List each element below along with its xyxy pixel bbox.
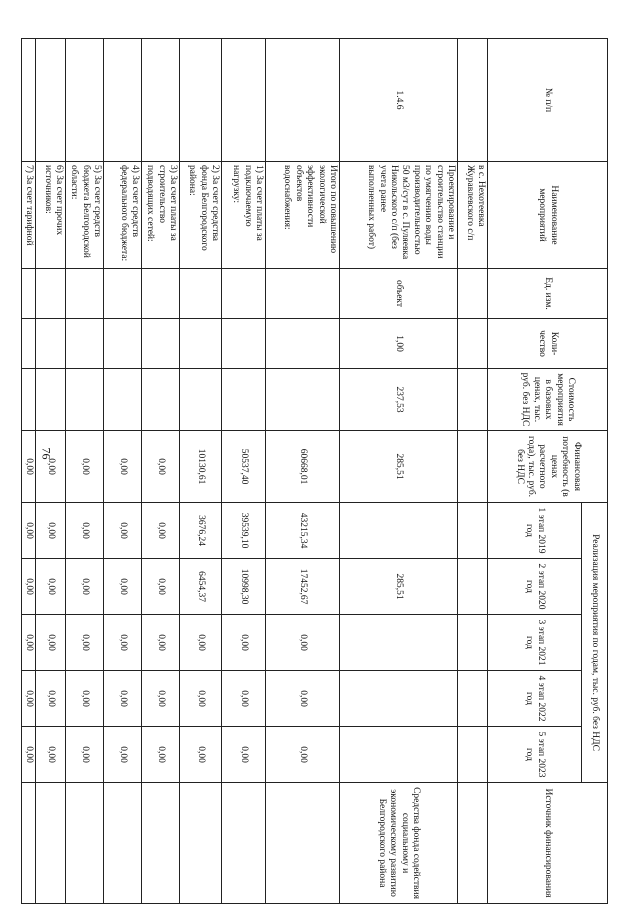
table-row bbox=[222, 39, 266, 904]
cell-need bbox=[458, 431, 488, 503]
header-stage-4: 4 этап 2022 год bbox=[488, 671, 582, 727]
cell-need: 0,00 bbox=[36, 431, 66, 503]
cell-need: 60668,01 bbox=[266, 431, 340, 503]
cell-stage-5: 0,00 bbox=[36, 727, 66, 783]
cell-stage-2: 6454,37 bbox=[180, 559, 222, 615]
cell-stage-1: 39539,10 bbox=[222, 503, 266, 559]
cell-stage-3: 0,00 bbox=[21, 615, 35, 671]
cell-need: 0,00 bbox=[21, 431, 35, 503]
cell-stage-4: 0,00 bbox=[142, 671, 180, 727]
table-row bbox=[340, 39, 458, 904]
table-row bbox=[66, 39, 104, 904]
cell-cost bbox=[222, 369, 266, 431]
cell-qty bbox=[104, 319, 142, 369]
cell-stage-4: 0,00 bbox=[21, 671, 35, 727]
header-num: № п/п bbox=[488, 39, 608, 162]
cell-unit bbox=[266, 269, 340, 319]
cell-stage-5 bbox=[458, 727, 488, 783]
cell-stage-5: 0,00 bbox=[104, 727, 142, 783]
financing-table bbox=[21, 38, 608, 904]
cell-stage-3: 0,00 bbox=[36, 615, 66, 671]
cell-name: 6) За счет прочих источников: bbox=[36, 162, 66, 269]
cell-unit bbox=[66, 269, 104, 319]
cell-stage-3: 0,00 bbox=[104, 615, 142, 671]
page-number: 76 bbox=[39, 447, 54, 460]
cell-name: 5) За счет средств бюджета Белгородской области: bbox=[66, 162, 104, 269]
cell-unit: объект bbox=[340, 269, 458, 319]
cell-source: Средства фонда содействия социальному и экономическому развитию Белгородского района bbox=[340, 783, 458, 904]
cell-stage-1: 0,00 bbox=[21, 503, 35, 559]
cell-stage-2: 0,00 bbox=[36, 559, 66, 615]
cell-qty bbox=[66, 319, 104, 369]
cell-stage-4: 0,00 bbox=[222, 671, 266, 727]
cell-need: 50537,40 bbox=[222, 431, 266, 503]
cell-num bbox=[142, 39, 180, 162]
cell-source bbox=[180, 783, 222, 904]
cell-stage-3: 0,00 bbox=[222, 615, 266, 671]
header-source: Источник финансирования bbox=[488, 783, 608, 904]
table-row bbox=[21, 39, 35, 904]
cell-need: 285,51 bbox=[340, 431, 458, 503]
cell-stage-4 bbox=[458, 671, 488, 727]
cell-stage-1: 0,00 bbox=[104, 503, 142, 559]
cell-name: 2) За счет средства фонда Белгородского района: bbox=[180, 162, 222, 269]
cell-stage-1: 0,00 bbox=[66, 503, 104, 559]
cell-source bbox=[458, 783, 488, 904]
cell-num bbox=[180, 39, 222, 162]
cell-stage-2 bbox=[458, 559, 488, 615]
cell-qty bbox=[458, 319, 488, 369]
header-unit: Ед. изм. bbox=[488, 269, 608, 319]
table-row bbox=[458, 39, 488, 904]
table-row bbox=[142, 39, 180, 904]
cell-cost bbox=[266, 369, 340, 431]
cell-source bbox=[104, 783, 142, 904]
cell-qty bbox=[21, 319, 35, 369]
cell-stage-1 bbox=[458, 503, 488, 559]
cell-num bbox=[222, 39, 266, 162]
cell-stage-5: 0,00 bbox=[21, 727, 35, 783]
cell-source bbox=[66, 783, 104, 904]
cell-cost: 237,53 bbox=[340, 369, 458, 431]
cell-cost bbox=[36, 369, 66, 431]
table-row bbox=[104, 39, 142, 904]
cell-stage-5: 0,00 bbox=[266, 727, 340, 783]
cell-stage-3: 0,00 bbox=[142, 615, 180, 671]
table-row bbox=[36, 39, 66, 904]
cell-stage-2: 0,00 bbox=[142, 559, 180, 615]
cell-stage-1: 0,00 bbox=[36, 503, 66, 559]
cell-source bbox=[36, 783, 66, 904]
header-stage-3: 3 этап 2021 год bbox=[488, 615, 582, 671]
cell-stage-4: 0,00 bbox=[266, 671, 340, 727]
cell-name: Проектирование и строительство станции по умягчению воды производительностью 50 м3/сут в с. Пуляевка Никольского с/п (без учета ранее выполненных работ) bbox=[340, 162, 458, 269]
header-stage-2: 2 этап 2020 год bbox=[488, 559, 582, 615]
header-qty: Коли-чество bbox=[488, 319, 608, 369]
cell-unit bbox=[21, 269, 35, 319]
cell-name: в с. Нехотеевка Журавлевского с/п bbox=[458, 162, 488, 269]
cell-stage-3 bbox=[340, 615, 458, 671]
cell-name: 1) За счет платы за подключаемую нагрузку: bbox=[222, 162, 266, 269]
cell-num bbox=[104, 39, 142, 162]
cell-unit bbox=[458, 269, 488, 319]
cell-stage-1: 0,00 bbox=[142, 503, 180, 559]
cell-qty bbox=[222, 319, 266, 369]
cell-stage-2: 285,51 bbox=[340, 559, 458, 615]
cell-source bbox=[142, 783, 180, 904]
cell-stage-4 bbox=[340, 671, 458, 727]
cell-source bbox=[266, 783, 340, 904]
cell-stage-3: 0,00 bbox=[266, 615, 340, 671]
cell-unit bbox=[180, 269, 222, 319]
cell-num: 1.4.6 bbox=[340, 39, 458, 162]
cell-name: Итого по повышению экологической эффективности объектов водоснабжения: bbox=[266, 162, 340, 269]
cell-name: 7) За счет тарифной bbox=[21, 162, 35, 269]
cell-source bbox=[21, 783, 35, 904]
cell-need: 0,00 bbox=[104, 431, 142, 503]
cell-stage-2: 0,00 bbox=[104, 559, 142, 615]
cell-stage-5: 0,00 bbox=[66, 727, 104, 783]
table-row bbox=[180, 39, 222, 904]
cell-qty bbox=[36, 319, 66, 369]
cell-cost bbox=[142, 369, 180, 431]
cell-num bbox=[266, 39, 340, 162]
cell-need: 10130,61 bbox=[180, 431, 222, 503]
cell-num bbox=[458, 39, 488, 162]
cell-cost bbox=[21, 369, 35, 431]
cell-stage-1 bbox=[340, 503, 458, 559]
cell-stage-2: 0,00 bbox=[66, 559, 104, 615]
cell-num bbox=[36, 39, 66, 162]
header-cost: Стоимость мероприятия в базовых ценах, тыс. руб. без НДС bbox=[488, 369, 608, 431]
table-row bbox=[266, 39, 340, 904]
cell-stage-2: 0,00 bbox=[21, 559, 35, 615]
cell-unit bbox=[36, 269, 66, 319]
cell-qty bbox=[180, 319, 222, 369]
cell-qty: 1,00 bbox=[340, 319, 458, 369]
cell-stage-4: 0,00 bbox=[66, 671, 104, 727]
cell-name: 4) За счет средств федерального бюджета: bbox=[104, 162, 142, 269]
cell-stage-4: 0,00 bbox=[36, 671, 66, 727]
cell-cost bbox=[458, 369, 488, 431]
cell-stage-5: 0,00 bbox=[222, 727, 266, 783]
header-need: Финансовая потребность (в ценах расчетного года), тыс. руб. без НДС bbox=[488, 431, 608, 503]
cell-name: 3) За счет платы за строительство подводящих сетей: bbox=[142, 162, 180, 269]
cell-cost bbox=[66, 369, 104, 431]
cell-stage-3: 0,00 bbox=[180, 615, 222, 671]
cell-stage-2: 17452,67 bbox=[266, 559, 340, 615]
cell-need: 0,00 bbox=[66, 431, 104, 503]
cell-unit bbox=[104, 269, 142, 319]
header-name: Наименование мероприятий bbox=[488, 162, 608, 269]
cell-num bbox=[66, 39, 104, 162]
header-stage-1: 1 этап 2019 год bbox=[488, 503, 582, 559]
cell-stage-5: 0,00 bbox=[180, 727, 222, 783]
cell-stage-1: 43215,34 bbox=[266, 503, 340, 559]
cell-source bbox=[222, 783, 266, 904]
cell-stage-2: 10998,30 bbox=[222, 559, 266, 615]
cell-qty bbox=[142, 319, 180, 369]
cell-num bbox=[21, 39, 35, 162]
cell-stage-3 bbox=[458, 615, 488, 671]
cell-unit bbox=[142, 269, 180, 319]
cell-qty bbox=[266, 319, 340, 369]
cell-need: 0,00 bbox=[142, 431, 180, 503]
cell-cost bbox=[104, 369, 142, 431]
cell-stage-1: 3676,24 bbox=[180, 503, 222, 559]
cell-stage-4: 0,00 bbox=[180, 671, 222, 727]
cell-cost bbox=[180, 369, 222, 431]
cell-stage-5 bbox=[340, 727, 458, 783]
header-stage-5: 5 этап 2023 год bbox=[488, 727, 582, 783]
cell-unit bbox=[222, 269, 266, 319]
header-realization: Реализация мероприятия по годам, тыс. руб. без НДС bbox=[582, 503, 608, 783]
cell-stage-4: 0,00 bbox=[104, 671, 142, 727]
rotated-sheet bbox=[24, 38, 608, 903]
cell-stage-3: 0,00 bbox=[66, 615, 104, 671]
cell-stage-5: 0,00 bbox=[142, 727, 180, 783]
